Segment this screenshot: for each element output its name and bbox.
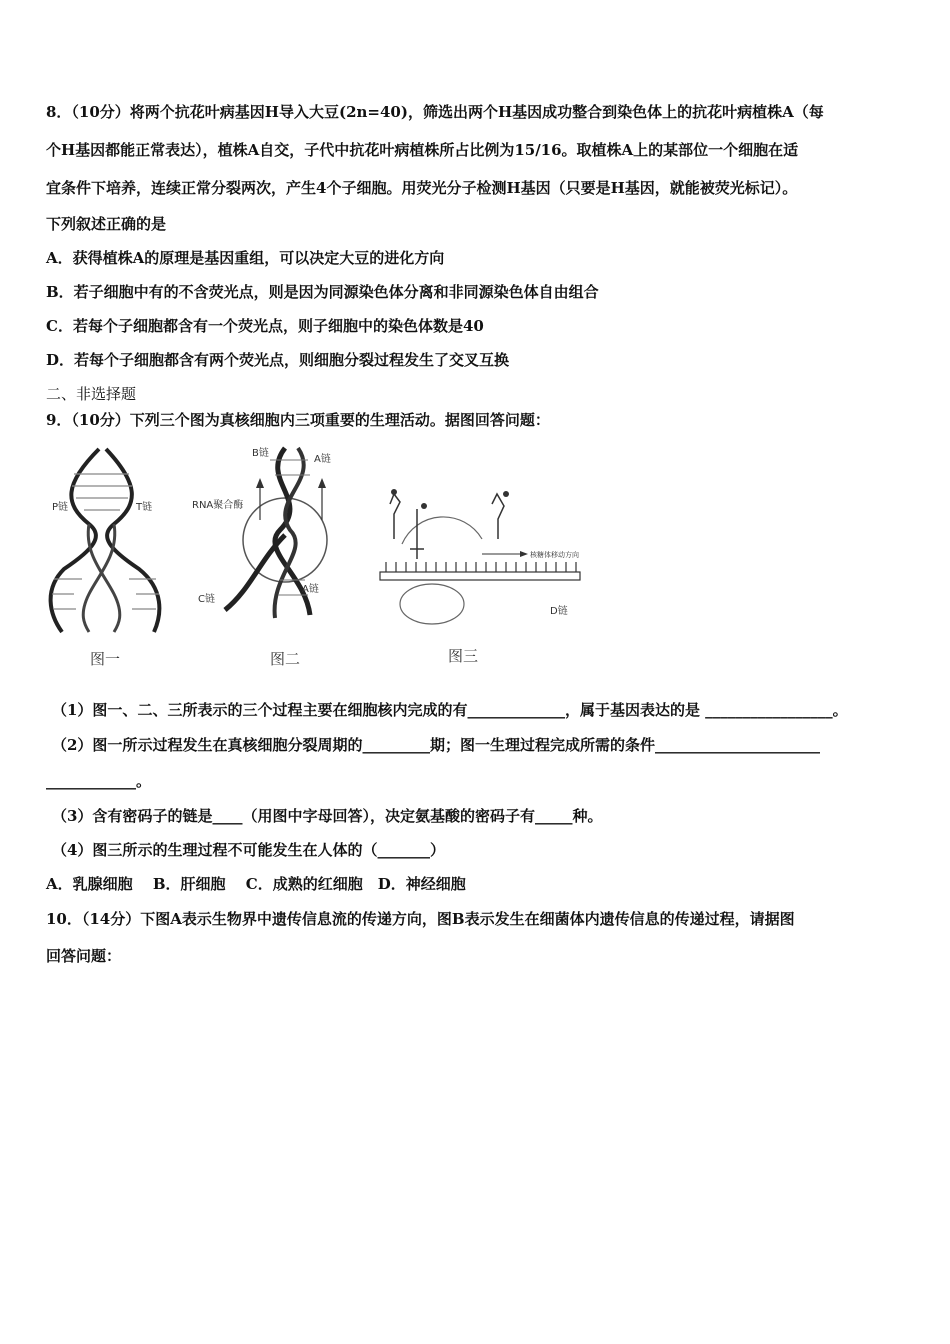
label-a-chain-top: A链 <box>314 454 331 465</box>
label-a-chain-bottom: A链 <box>302 584 319 595</box>
q9-stem: 9．（10分）下列三个图为真核细胞内三项重要的生理活动。据图回答问题： <box>46 411 550 429</box>
figure-transcription <box>190 440 350 630</box>
q10-line-1: 10．（14分）下图A表示生物界中遗传信息流的传递方向，图B表示发生在细菌体内遗传信息的传递过程，请据图 <box>46 910 795 928</box>
q8-option-c: C．若每个子细胞都含有一个荧光点，则子细胞中的染色体数是40 <box>46 317 484 335</box>
q10-line-2: 回答问题： <box>46 947 122 965</box>
label-ribosome-direction: 核糖体移动方向 <box>530 551 579 559</box>
q8-option-a: A．获得植株A的原理是基因重组，可以决定大豆的进化方向 <box>46 249 445 267</box>
figure1-caption: 图一 <box>90 650 121 668</box>
q8-line-2: 个H基因都能正常表达），植株A自交，子代中抗花叶病植株所占比例为15/16。取植株A上的某部位一个细胞在适 <box>46 141 799 159</box>
q9-subquestion-4: （4）图三所示的生理过程不可能发生在人体的（_______） <box>52 841 445 859</box>
q9-subquestion-2-cont: ____________。 <box>46 772 152 790</box>
label-p-chain: P链 <box>52 502 69 513</box>
label-d-chain: D链 <box>550 606 568 617</box>
figure-dna-replication <box>44 444 174 634</box>
q8-line-3: 宜条件下培养，连续正常分裂两次，产生4个子细胞。用荧光分子检测H基因（只要是H基因，就能被荧光标记）。 <box>46 179 798 197</box>
q9-subquestion-2: （2）图一所示过程发生在真核细胞分裂周期的_________期；图一生理过程完成所需的条件______________________ <box>52 736 820 754</box>
q8-line-4: 下列叙述正确的是 <box>46 215 167 233</box>
section-heading: 二、非选择题 <box>46 385 137 403</box>
q8-line-1: 8．（10分）将两个抗花叶病基因H导入大豆(2n=40)，筛选出两个H基因成功整合到染色体上的抗花叶病植株A（每 <box>46 103 824 121</box>
figure3-caption: 图三 <box>448 647 479 665</box>
figure-translation <box>372 484 587 634</box>
label-b-chain: B链 <box>252 448 269 459</box>
label-t-chain: T链 <box>136 502 153 513</box>
q8-option-d: D．若每个子细胞都含有两个荧光点，则细胞分裂过程发生了交叉互换 <box>46 351 510 369</box>
q9-subquestion-1: （1）图一、二、三所表示的三个过程主要在细胞核内完成的有_____________，属于基因表达的是 _________________。 <box>52 701 848 719</box>
q9-subquestion-4-options: A．乳腺细胞 B．肝细胞 C．成熟的红细胞 D．神经细胞 <box>46 875 466 893</box>
label-c-chain: C链 <box>198 594 215 605</box>
q9-subquestion-3: （3）含有密码子的链是____（用图中字母回答），决定氨基酸的密码子有_____种。 <box>52 807 603 825</box>
q8-option-b: B．若子细胞中有的不含荧光点，则是因为同源染色体分离和非同源染色体自由组合 <box>46 283 599 301</box>
figure2-caption: 图二 <box>270 650 301 668</box>
label-rna-polymerase: RNA聚合酶 <box>192 500 244 511</box>
